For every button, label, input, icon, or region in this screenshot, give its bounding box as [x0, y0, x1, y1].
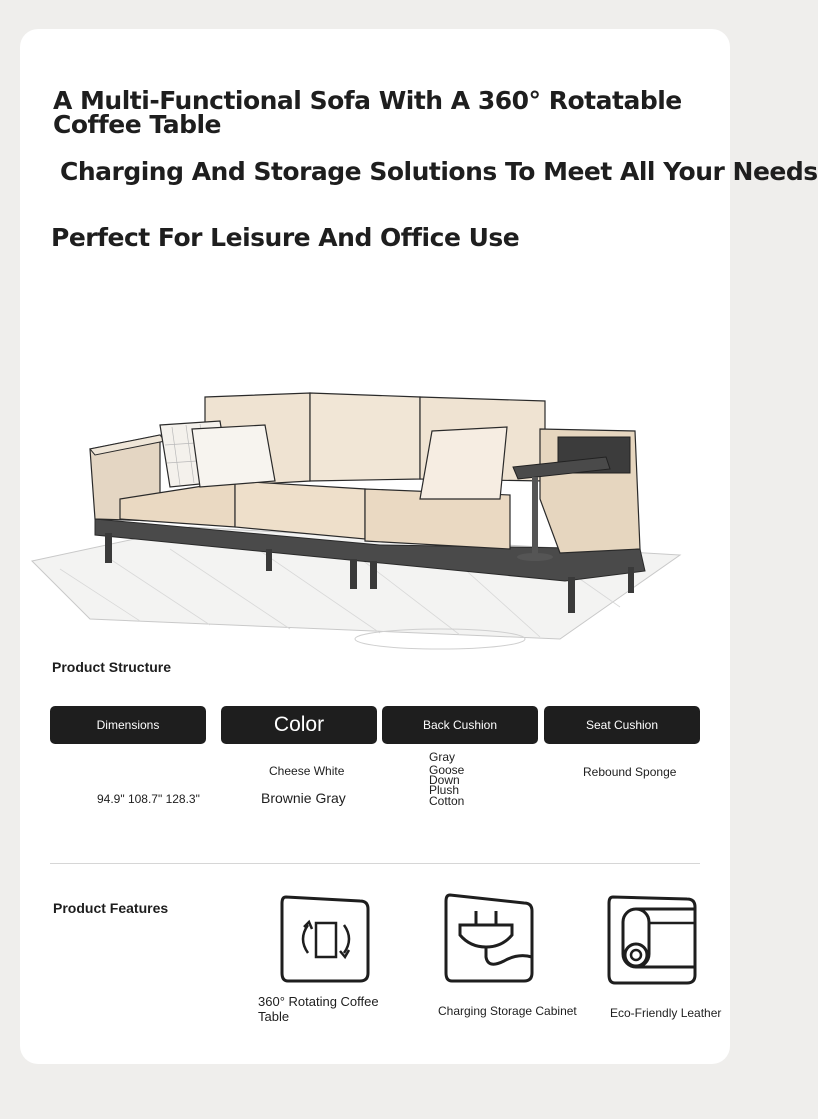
dimensions-value: 94.9" 108.7" 128.3" [97, 792, 200, 806]
feature-rotating-table-label: 360° Rotating Coffee Table [258, 994, 379, 1024]
back-cushion-value-2: Goose [429, 763, 465, 777]
section-divider [50, 863, 700, 864]
back-cushion-pill: Back Cushion [382, 706, 538, 744]
color-value-1: Cheese White [269, 764, 345, 778]
dimensions-pill: Dimensions [50, 706, 206, 744]
back-cushion-value-4: Plush [429, 783, 460, 797]
leather-roll-icon [605, 893, 701, 989]
rotate-icon [278, 891, 374, 987]
back-cushion-value-1: Gray [429, 750, 456, 764]
feature-charging-cabinet-label: Charging Storage Cabinet [438, 1004, 577, 1018]
seat-cushion-pill: Seat Cushion [544, 706, 700, 744]
headline-line-3: Perfect For Leisure And Office Use [51, 223, 520, 252]
color-pill: Color [221, 706, 377, 744]
plug-icon [442, 891, 538, 987]
back-cushion-value-3: Down [429, 773, 460, 787]
headline-line-2: Charging And Storage Solutions To Meet All Your Needs [60, 157, 818, 186]
feature-eco-leather-label: Eco-Friendly Leather [610, 1006, 722, 1020]
sofa-illustration [20, 349, 730, 649]
headline-line-1: A Multi-Functional Sofa With A 360° Rotatable Coffee Table [53, 86, 682, 139]
structure-title: Product Structure [52, 659, 172, 675]
product-card [20, 29, 818, 1064]
back-cushion-value-5: Cotton [429, 794, 465, 808]
color-value-2: Brownie Gray [261, 790, 346, 806]
seat-cushion-value: Rebound Sponge [583, 765, 677, 779]
features-title: Product Features [53, 900, 169, 916]
